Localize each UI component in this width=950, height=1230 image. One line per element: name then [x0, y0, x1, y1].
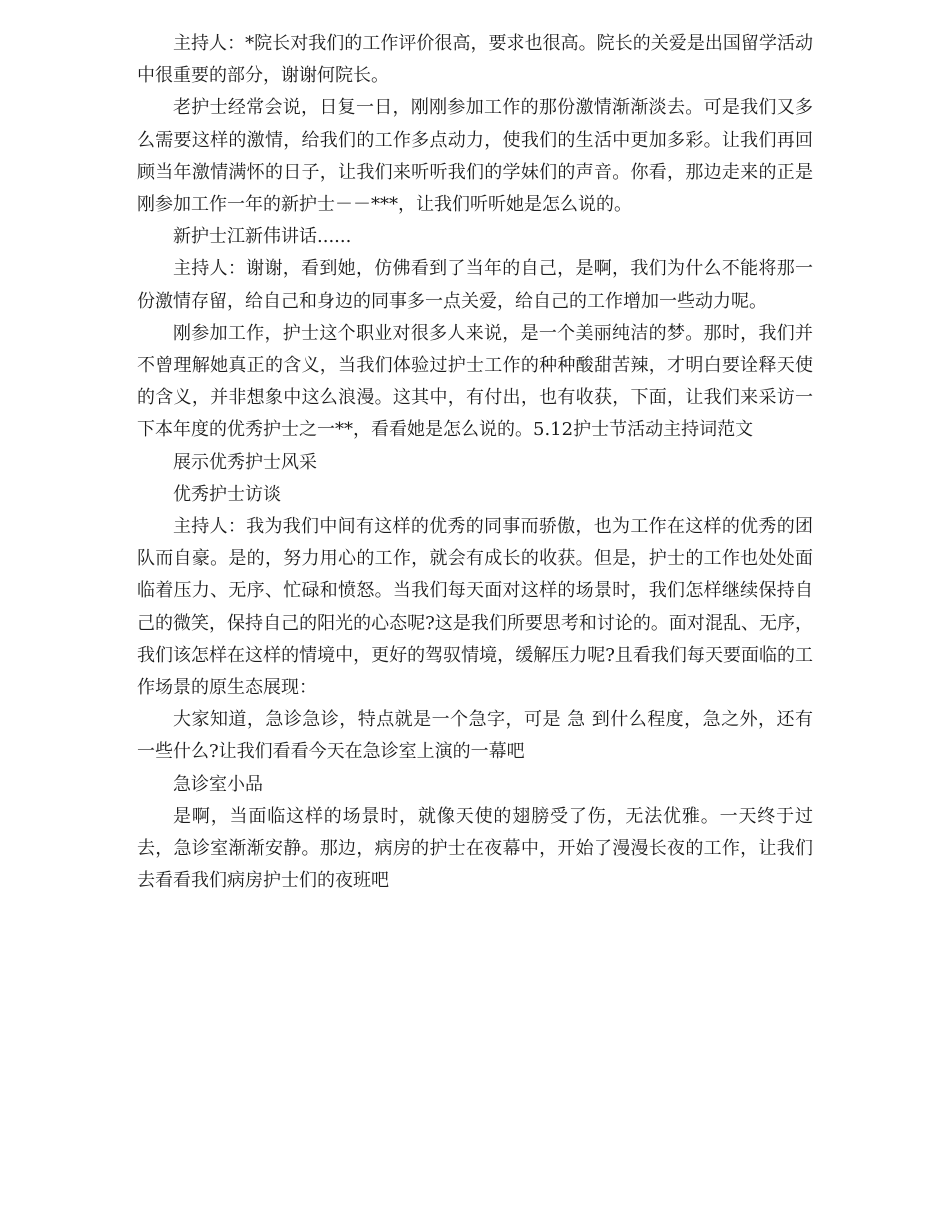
paragraph-night-shift: 是啊，当面临这样的场景时，就像天使的翅膀受了伤，无法优雅。一天终于过去，急诊室渐渐安静。那边，病房的护士在夜幕中，开始了漫漫长夜的工作，让我们去看看我们病房护士们的夜班吧: [137, 805, 813, 892]
paragraph-new-nurse-speech: 新护士江新伟讲话......: [173, 226, 352, 248]
paragraph-showcase-heading: 展示优秀护士风采: [173, 451, 317, 473]
paragraph-passion-intro: 老护士经常会说，日复一日，刚刚参加工作的那份激情渐渐淡去。可是我们又多么需要这样的激情，给我们的工作多点动力，使我们的生活中更加多彩。让我们再回顾当年激情满怀的日子，让我们来听听我们的学妹们的声音。你看，那边走来的正是刚参加工作一年的新护士－－***，让我们听听她是怎么说的。: [137, 97, 813, 216]
paragraph-host-response: 主持人：谢谢，看到她，仿佛看到了当年的自己，是啊，我们为什么不能将那一份激情存留，给自己和身边的同事多一点关爱，给自己的工作增加一些动力呢。: [137, 258, 813, 312]
paragraph-interview-heading: 优秀护士访谈: [173, 483, 281, 505]
paragraph-nursing-dream: 刚参加工作，护士这个职业对很多人来说，是一个美丽纯洁的梦。那时，我们并不曾理解她真正的含义，当我们体验过护士工作的种种酸甜苦辣，才明白要诠释天使 的含义，并非想象中这么浪漫。这其中，有付出，也有收获，下面，让我们来采访一下本年度的优秀护士之一**，看看她是怎么说的。5.12护士节活动主持词范文: [137, 322, 813, 441]
paragraph-emergency-skit: 急诊室小品: [173, 773, 263, 795]
paragraph-host-thanks-director: 主持人：*院长对我们的工作评价很高，要求也很高。院长的关爱是出国留学活动中很重要的部分，谢谢何院长。: [137, 33, 813, 87]
document-body: [137, 28, 813, 897]
paragraph-host-pressure: 主持人：我为我们中间有这样的优秀的同事而骄傲，也为工作在这样的优秀的团队而自豪。是的，努力用心的工作，就会有成长的收获。但是，护士的工作也处处面临着压力、无序、忙碌和愤怒。当我们每天面对这样的场景时，我们怎样继续保持自己的微笑，保持自己的阳光的心态呢?这是我们所要思考和讨论的。面对混乱、无序，我们该怎样在这样的情境中，更好的驾驭情境，缓解压力呢?且看我们每天要面临的工作场景的原生态展现：: [137, 516, 813, 699]
paragraph-emergency-intro: 大家知道，急诊急诊，特点就是一个急字，可是 急 到什么程度，急之外，还有一些什么?让我们看看今天在急诊室上演的一幕吧: [137, 709, 813, 763]
